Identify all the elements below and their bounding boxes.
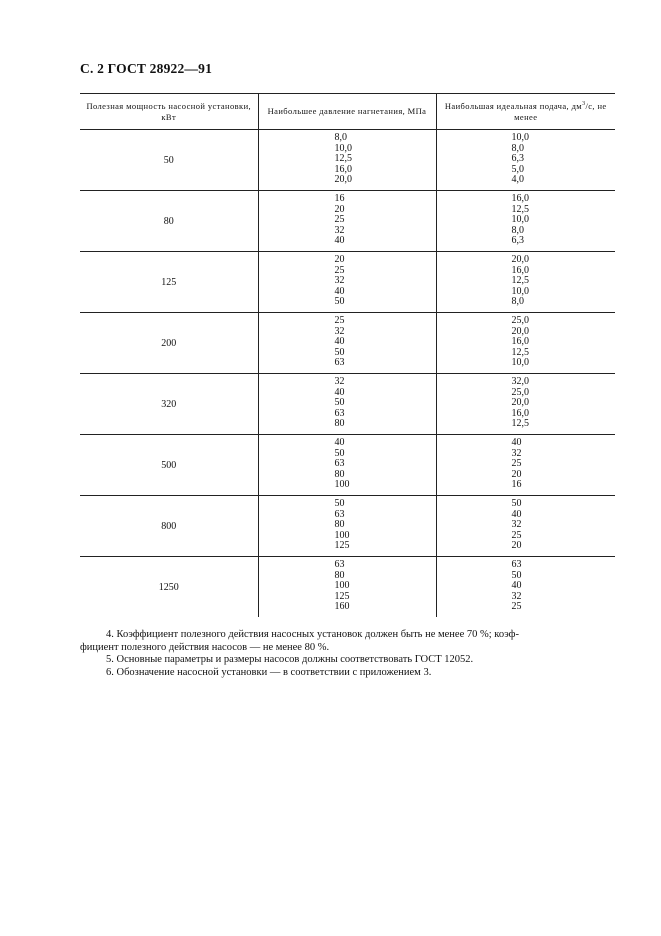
pressure-value: 50 <box>334 296 345 308</box>
pressure-cell-stack <box>259 374 436 430</box>
table-row <box>80 435 615 496</box>
page-header: С. 2 ГОСТ 28922—91 <box>80 61 213 76</box>
header-flow-main: Наибольшая идеальная подача, дм <box>444 100 583 111</box>
flow-value: 20,0 <box>511 254 529 265</box>
flow-value: 12,5 <box>511 275 529 287</box>
pressure-cell <box>258 496 436 557</box>
pressure-value: 40 <box>334 437 345 448</box>
pressure-cell <box>258 130 436 191</box>
flow-cell <box>436 557 615 618</box>
header-power: Полезная мощность насосной установки, кВт <box>80 94 258 130</box>
pressure-cell <box>258 313 436 374</box>
pressure-value: 80 <box>334 418 345 430</box>
flow-value: 16,0 <box>511 193 529 204</box>
flow-value: 20,0 <box>511 325 529 337</box>
pressure-value: 63 <box>334 458 345 470</box>
flow-cell <box>436 252 615 313</box>
flow-value: 40 <box>511 508 522 520</box>
flow-value: 8,0 <box>511 224 524 236</box>
pressure-value: 20 <box>334 203 345 215</box>
flow-value: 50 <box>511 498 522 509</box>
flow-value: 4,0 <box>511 174 524 186</box>
pressure-value: 12,5 <box>334 153 352 165</box>
pressure-cell-stack <box>259 130 436 186</box>
pressure-value: 32 <box>334 376 345 387</box>
power-cell: 80 <box>80 191 258 252</box>
power-cell: 125 <box>80 252 258 313</box>
header-pressure: Наибольшее давление нагнетания, МПа <box>258 94 436 130</box>
table-body <box>80 130 615 618</box>
flow-value: 32 <box>511 590 522 602</box>
pressure-value: 50 <box>334 346 345 358</box>
table-row <box>80 313 615 374</box>
pressure-value: 20 <box>334 254 345 265</box>
flow-cell <box>436 191 615 252</box>
pressure-value: 25 <box>334 315 345 326</box>
flow-value: 32 <box>511 447 522 459</box>
flow-value: 6,3 <box>511 235 524 247</box>
flow-value: 6,3 <box>511 153 524 165</box>
header-flow-tail: /с, не менее <box>514 100 607 122</box>
pressure-value: 80 <box>334 519 345 531</box>
note-6: 6. Обозначение насосной установки — в соответствии с приложением 3. <box>106 666 432 678</box>
flow-value: 8,0 <box>511 142 524 154</box>
pressure-value: 32 <box>334 275 345 287</box>
table-row <box>80 557 615 618</box>
flow-cell-stack <box>437 191 616 247</box>
pressure-value: 63 <box>334 508 345 520</box>
pressure-cell-stack <box>259 557 436 613</box>
parameters-table <box>80 93 615 617</box>
pressure-value: 63 <box>334 357 345 369</box>
flow-cell <box>436 374 615 435</box>
header-flow <box>436 94 615 130</box>
flow-cell <box>436 496 615 557</box>
power-cell: 1250 <box>158 581 179 593</box>
note-4-continuation <box>80 642 615 655</box>
pressure-value: 8,0 <box>334 132 347 143</box>
header-flow-sup: 3 <box>582 100 586 107</box>
flow-value: 20 <box>511 468 522 480</box>
pressure-value: 10,0 <box>334 142 352 154</box>
flow-value: 32 <box>511 519 522 531</box>
flow-value: 10,0 <box>511 214 529 226</box>
pressure-cell <box>258 374 436 435</box>
power-cell: 320 <box>80 374 258 435</box>
pressure-value: 63 <box>334 559 345 570</box>
pressure-value: 100 <box>334 479 350 491</box>
note-5: 5. Основные параметры и размеры насосов должны соответствовать ГОСТ 12052. <box>106 654 474 666</box>
flow-value: 25 <box>511 601 522 613</box>
flow-value: 10,0 <box>511 132 529 143</box>
note-4-line-1: 4. Коэффициент полезного действия насосных установок должен быть не менее 70 %; коэф- <box>106 629 519 640</box>
flow-cell <box>436 313 615 374</box>
flow-value: 20,0 <box>511 397 529 409</box>
power-cell: 800 <box>80 496 258 557</box>
pressure-value: 160 <box>334 601 350 613</box>
flow-cell-stack <box>437 252 616 308</box>
pressure-cell-stack <box>259 496 436 552</box>
flow-value: 12,5 <box>511 346 529 358</box>
flow-cell <box>436 130 615 191</box>
pressure-cell-stack <box>259 435 436 491</box>
table-header-row <box>80 94 615 130</box>
pressure-value: 80 <box>334 569 345 581</box>
pressure-value: 25 <box>334 214 345 226</box>
pressure-value: 16,0 <box>334 163 352 175</box>
flow-value: 40 <box>511 437 522 448</box>
flow-value: 5,0 <box>511 163 524 175</box>
pressure-value: 100 <box>334 529 350 541</box>
pressure-value: 63 <box>334 407 345 419</box>
flow-value: 32,0 <box>511 376 529 387</box>
power-cell: 50 <box>80 130 258 191</box>
pressure-cell <box>258 252 436 313</box>
flow-value: 10,0 <box>511 285 529 297</box>
pressure-value: 40 <box>334 285 345 297</box>
pressure-value: 25 <box>334 264 345 276</box>
table-row <box>80 130 615 191</box>
flow-value: 16,0 <box>511 336 529 348</box>
pressure-value: 40 <box>334 336 345 348</box>
flow-value: 8,0 <box>511 296 524 308</box>
pressure-value: 16 <box>334 193 345 204</box>
pressure-cell <box>258 435 436 496</box>
pressure-value: 125 <box>334 540 350 552</box>
pressure-cell <box>258 557 436 618</box>
pressure-cell <box>258 191 436 252</box>
note-4 <box>80 629 615 642</box>
flow-value: 63 <box>511 559 522 570</box>
flow-value: 12,5 <box>511 203 529 215</box>
power-cell: 500 <box>80 435 258 496</box>
table-row <box>80 496 615 557</box>
flow-cell-stack <box>437 313 616 369</box>
pressure-cell-stack <box>259 191 436 247</box>
pressure-value: 80 <box>334 468 345 480</box>
table-row <box>80 252 615 313</box>
note-4-line-2: фициент полезного действия насосов — не менее 80 %. <box>80 641 330 653</box>
flow-value: 16 <box>511 479 522 491</box>
table-row <box>80 191 615 252</box>
pressure-cell-stack <box>259 313 436 369</box>
flow-cell-stack <box>437 374 616 430</box>
flow-value: 25,0 <box>511 315 529 326</box>
flow-cell-stack <box>437 435 616 491</box>
flow-value: 25 <box>511 458 522 470</box>
pressure-value: 32 <box>334 224 345 236</box>
flow-value: 40 <box>511 580 522 592</box>
flow-value: 25 <box>511 529 522 541</box>
flow-cell <box>436 435 615 496</box>
pressure-value: 20,0 <box>334 174 352 186</box>
pressure-value: 50 <box>334 397 345 409</box>
flow-cell-stack <box>437 130 616 186</box>
flow-cell-stack <box>437 557 616 613</box>
flow-value: 25,0 <box>511 386 529 398</box>
flow-value: 10,0 <box>511 357 529 369</box>
flow-value: 50 <box>511 569 522 581</box>
pressure-value: 125 <box>334 590 350 602</box>
flow-cell-stack <box>437 496 616 552</box>
pressure-value: 32 <box>334 325 345 337</box>
notes-section <box>80 629 615 679</box>
flow-value: 12,5 <box>511 418 529 430</box>
pressure-value: 50 <box>334 498 345 509</box>
pressure-value: 40 <box>334 386 345 398</box>
flow-value: 16,0 <box>511 264 529 276</box>
pressure-value: 50 <box>334 447 345 459</box>
table-row <box>80 374 615 435</box>
pressure-value: 40 <box>334 235 345 247</box>
flow-value: 20 <box>511 540 522 552</box>
pressure-cell-stack <box>259 252 436 308</box>
pressure-value: 100 <box>334 580 350 592</box>
power-cell: 200 <box>80 313 258 374</box>
flow-value: 16,0 <box>511 407 529 419</box>
